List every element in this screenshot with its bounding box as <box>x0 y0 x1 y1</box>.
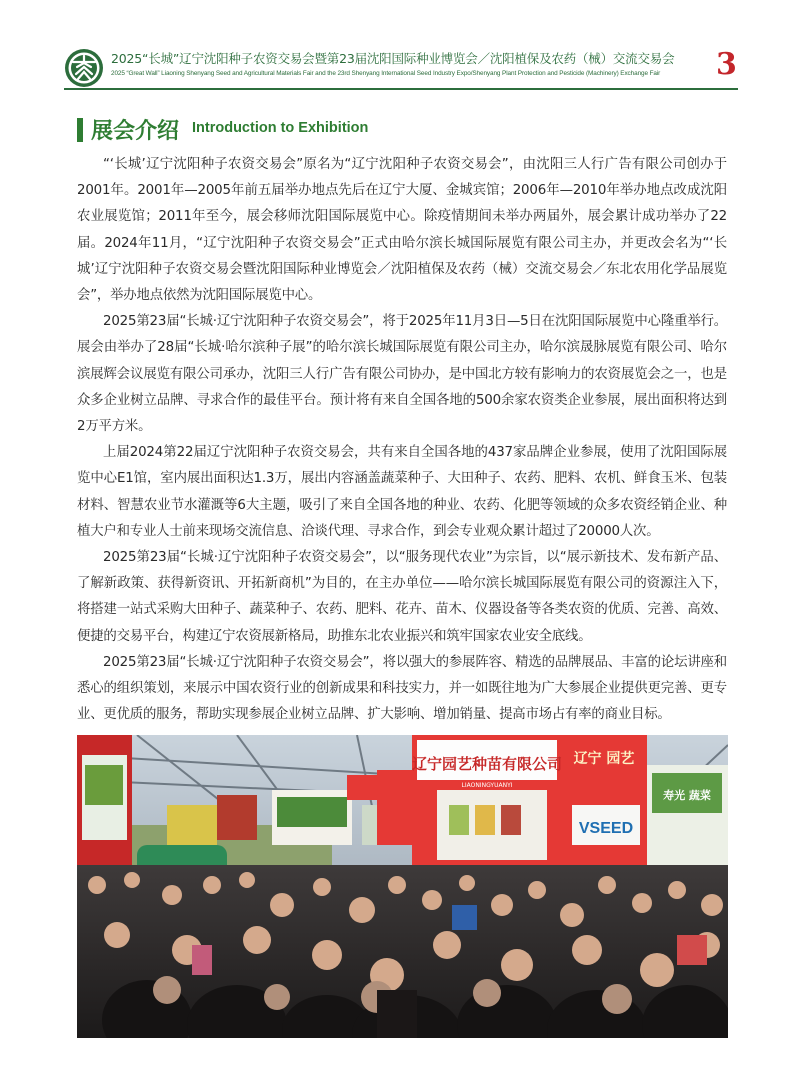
section-title-en: Introduction to Exhibition <box>192 120 369 136</box>
header-title-cn: 2025“长城”辽宁沈阳种子农资交易会暨第23届沈阳国际种业博览会／沈阳植保及农药（械）交流交易会 <box>111 51 675 66</box>
booth-sign-1-pinyin: LIAONINGYUANYI <box>461 782 513 789</box>
paragraph: “‘长城’辽宁沈阳种子农资交易会”原名为“辽宁沈阳种子农资交易会”，由沈阳三人行广告有限公司创办于2001年。2001年—2005年前五届举办地点先后在辽宁大厦、金城宾馆；2006年—2010年举办地点改成沈阳农业展览馆；2011年至今，展会移师沈阳国际展览中心。除疫情期间未举办两届外，展会累计成功举办了22届。2024年11月，“辽宁沈阳种子农资交易会”正式由哈尔滨长城国际展览有限公司主办，并更改会名为“‘长城’辽宁沈阳种子农资交易会暨沈阳国际种业博览会／沈阳植保及农药（械）交流交易会／东北农用化学品展览会”，举办地点依然为沈阳国际展览中心。 <box>77 157 727 304</box>
booth-sign-4: 寿光 蔬菜 <box>663 789 711 802</box>
booth-sign-3: VSEED <box>578 820 634 837</box>
section-title-cn: 展会介绍 <box>91 119 180 144</box>
page-number: 3 <box>716 47 737 82</box>
header-divider <box>64 88 738 90</box>
header-title-en: 2025 “Great Wall” Liaoning Shenyang Seed and Agricultural Materials Fair and the 23rd Shenyang International Seed Industry Expo/Shenyang Plant Protection and Pesticide (Machinery) Exchange Fair <box>111 70 661 77</box>
page-header <box>0 0 802 96</box>
paragraph: 2025第23届“长城·辽宁沈阳种子农资交易会”，将于2025年11月3日—5日在沈阳国际展览中心隆重举行。展会由举办了28届“长城·哈尔滨种子展”的哈尔滨长城国际展览有限公司主办，哈尔滨晟脉展览有限公司、哈尔滨展辉会议展览有限公司承办，沈阳三人行广告有限公司协办，是中国北方较有影响力的农资展览会之一，也是众多企业树立品牌、寻求合作的最佳平台。预计将有来自全国各地的500余家农资类企业参展，展出面积将达到2万平方米。 <box>77 314 727 435</box>
paragraph: 上届2024第22届辽宁沈阳种子农资交易会，共有来自全国各地的437家品牌企业参展，使用了沈阳国际展览中心E1馆，室内展出面积达1.3万，展出内容涵盖蔬菜种子、大田种子、农药、肥料、农机、鲜食玉米、包装材料、智慧农业节水灌溉等6大主题，吸引了来自全国各地的种业、农药、化肥等领域的众多农资经销企业、种植大户和专业人士前来现场交流信息、洽谈代理、寻求合作，到会专业观众累计超过了20000人次。 <box>77 445 727 539</box>
booth-sign-2: 辽宁 园艺 <box>573 751 635 767</box>
section-marker <box>77 118 83 142</box>
exhibition-hall-photo <box>77 735 728 1038</box>
paragraph: 2025第23届“长城·辽宁沈阳种子农资交易会”，以“服务现代农业”为宗旨，以“展示新技术、发布新产品、了解新政策、获得新资讯、开拓新商机”为目的，在主办单位——哈尔滨长城国际展览有限公司的资源注入下，将搭建一站式采购大田种子、蔬菜种子、农药、肥料、花卉、苗木、仪器设备等各类农资的优质、完善、高效、便捷的交易平台，构建辽宁农资展新格局，助推东北农业振兴和筑牢国家农业安全底线。 <box>77 550 727 644</box>
fair-logo-icon <box>64 48 104 88</box>
booth-sign-1: 辽宁园艺种苗有限公司 <box>411 755 563 773</box>
article-body <box>77 152 727 728</box>
paragraph: 2025第23届“长城·辽宁沈阳种子农资交易会”，将以强大的参展阵容、精选的品牌展品、丰富的论坛讲座和悉心的组织策划，来展示中国农资行业的创新成果和科技实力，并一如既往地为广大参展企业提供更完善、更专业、更优质的服务，帮助实现参展企业树立品牌、扩大影响、增加销量、提高市场占有率的商业目标。 <box>77 654 727 723</box>
